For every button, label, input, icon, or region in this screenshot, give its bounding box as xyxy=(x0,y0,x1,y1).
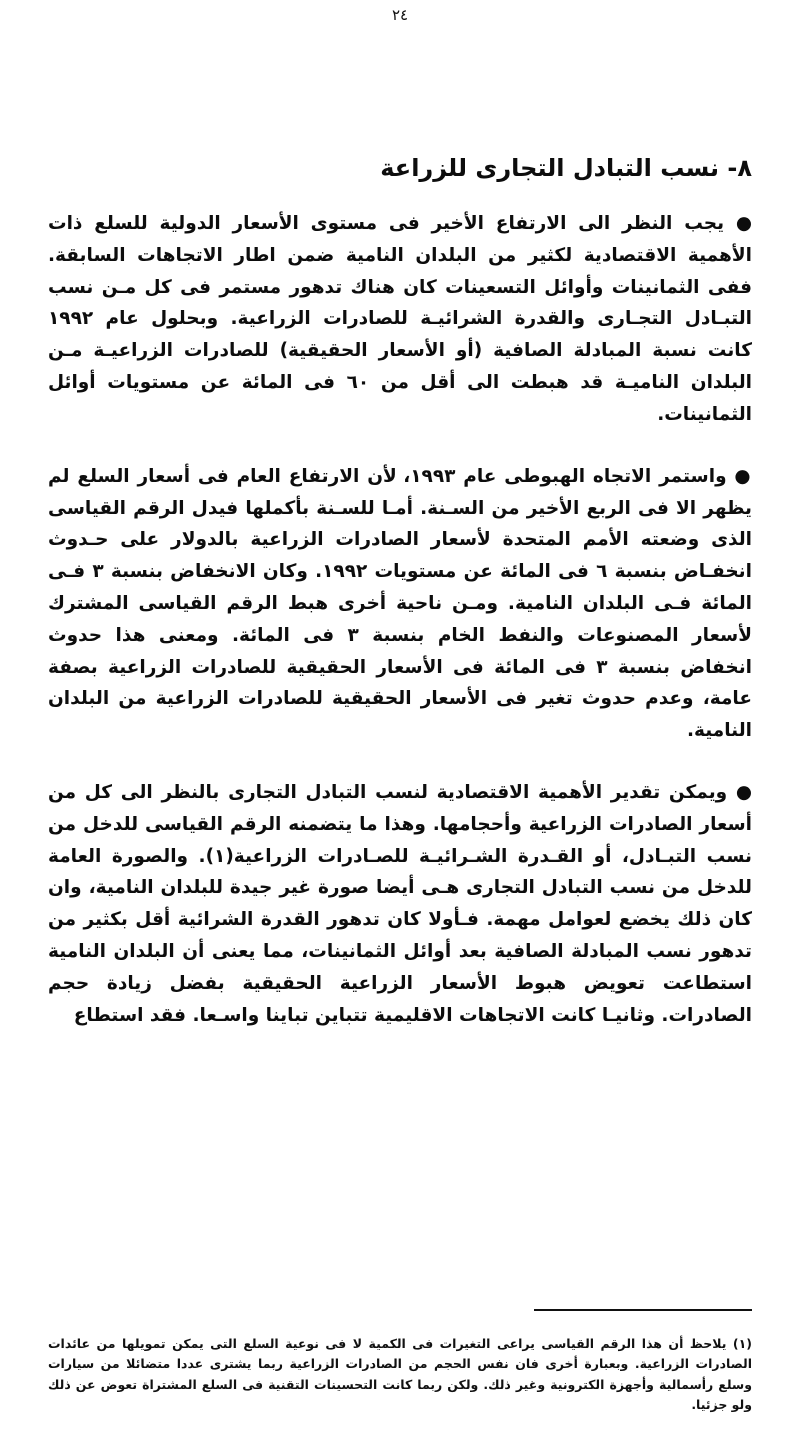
section-title: ٨- نسب التبادل التجارى للزراعة xyxy=(380,154,752,182)
body-paragraph: ● يجب النظر الى الارتفاع الأخير فى مستوى الأسعار الدولية للسلع ذات الأهمية الاقتصادية لكثير من البلدان النامية ضمن اطار الاتجاهات السابقة. ففى الثمانينات وأوائل التسعينات كان هناك تدهور مستمر فى كل مـن نسب التبـادل التجـارى والقدرة الشرائيـة للصادرات الزراعية. وبحلول عام ١٩٩٢ كانت نسبة المبادلة الصافية (أو الأسعار الحقيقية) للصادرات الزراعيـة مـن البلدان الناميـة قد هبطت الى أقل من ٦٠ فى المائة عن مستويات أوائل الثمانينات. xyxy=(48,213,752,425)
body-paragraph: ● واستمر الاتجاه الهبوطى عام ١٩٩٣، لأن الارتفاع العام فى أسعار السلع لم يظهر الا فى الربع الأخير من السـنة. أمـا للسـنة بأكملها فيدل الرقم القياسى الذى وضعته الأمم المتحدة لأسعار الصادرات الزراعية بالدولار على حـدوث انخفـاض بنسبة ٦ فى المائة عن مستويات ١٩٩٢. وكان الانخفاض بنسبة ٣ فـى المائة فـى البلدان النامية. ومـن ناحية أخرى هبط الرقم القياسى المشترك لأسعار المصنوعات والنفط الخام بنسبة ٣ فى المائة. ومعنى هذا حدوث انخفاض بنسبة ٣ فى المائة فى الأسعار الحقيقية للصادرات الزراعية بصفة عامة، وعدم حدوث تغير فى الأسعار الحقيقية للصادرات الزراعية من البلدان النامية. xyxy=(48,465,752,742)
footnote-text: (١) يلاحظ أن هذا الرقم القياسى يراعى التغيرات فى الكمية لا فى نوعية السلع التى يمكن تمويلها من عائدات الصادرات الزراعية. وبعبارة أخرى فان نفس الحجم من الصادرات الزراعية ربما يشترى عددا متضائلا من سيارات وسلع رأسمالية وأجهزة الكترونية وغير ذلك. ولكن ربما كانت التحسينات التقنية فى السلع المشتراة تعوض عن ذلك ولو جزئيا. xyxy=(48,1336,752,1412)
footnote-separator xyxy=(534,1309,752,1311)
body-paragraph: ● ويمكن تقدير الأهمية الاقتصادية لنسب التبادل التجارى بالنظر الى كل من أسعار الصادرات الزراعية وأحجامها. وهذا ما يتضمنه الرقم القياسى للدخل من نسب التبـادل، أو القـدرة الشـرائيـة للصـادرات الزراعية(١). والصورة العامة للدخل من نسب التبادل التجارى هـى أيضا صورة غير جيدة للبلدان النامية، وان كان ذلك يخضع لعوامل مهمة. فـأولا كان تدهور القدرة الشرائية أقل بكثير من تدهور نسب المبادلة الصافية بعد أوائل الثمانينات، مما يعنى أن البلدان النامية استطاعت تعويض هبوط الأسعار الزراعية الحقيقية بفضل زيادة حجم الصادرات. وثانيـا كانت الاتجاهات الاقليمية تتباين تباينا واسـعا. فقد استطاع xyxy=(48,782,753,1026)
page-content xyxy=(48,150,752,1032)
page-number: ٢٤ xyxy=(391,6,409,24)
